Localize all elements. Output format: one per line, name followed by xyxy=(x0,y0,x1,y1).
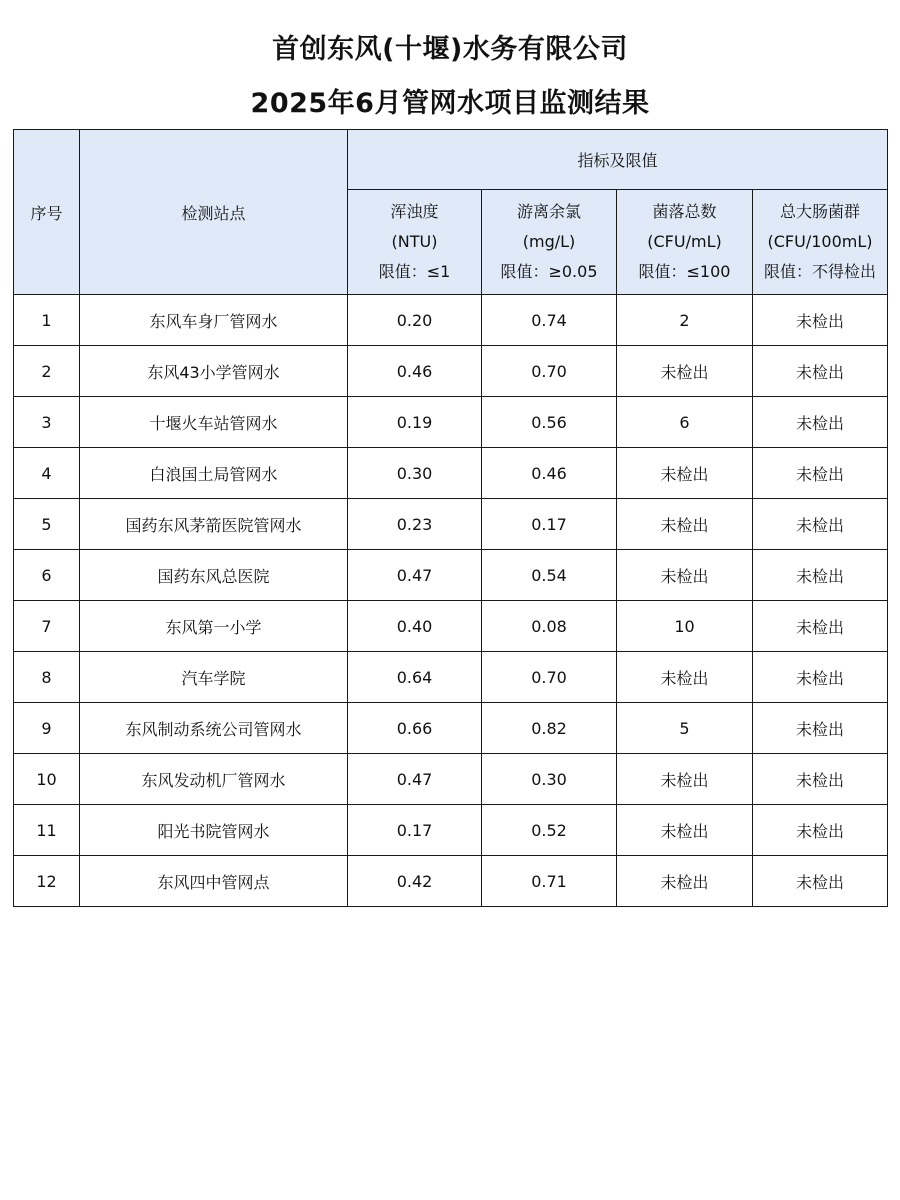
cell-coliform: 未检出 xyxy=(753,652,888,703)
cell-coliform: 未检出 xyxy=(753,601,888,652)
cell-coliform: 未检出 xyxy=(753,295,888,346)
cell-colony: 6 xyxy=(617,397,753,448)
cell-serial: 10 xyxy=(14,754,80,805)
cell-serial: 9 xyxy=(14,703,80,754)
table-row xyxy=(14,295,888,346)
cell-serial: 5 xyxy=(14,499,80,550)
cell-turbidity: 0.19 xyxy=(348,397,482,448)
cell-station: 国药东风茅箭医院管网水 xyxy=(80,499,348,550)
cell-coliform: 未检出 xyxy=(753,499,888,550)
cell-colony: 未检出 xyxy=(617,499,753,550)
cell-colony: 10 xyxy=(617,601,753,652)
table-row xyxy=(14,703,888,754)
header-chlorine xyxy=(482,190,617,295)
column-unit: (NTU) xyxy=(391,232,438,251)
cell-station: 东风发动机厂管网水 xyxy=(80,754,348,805)
table-row xyxy=(14,499,888,550)
cell-serial: 6 xyxy=(14,550,80,601)
column-limit: 限值：不得检出 xyxy=(764,262,877,281)
cell-serial: 7 xyxy=(14,601,80,652)
table-row xyxy=(14,448,888,499)
cell-station: 东风43小学管网水 xyxy=(80,346,348,397)
cell-station: 东风车身厂管网水 xyxy=(80,295,348,346)
cell-serial: 3 xyxy=(14,397,80,448)
cell-station: 东风四中管网点 xyxy=(80,856,348,907)
cell-serial: 4 xyxy=(14,448,80,499)
header-serial: 序号 xyxy=(14,130,80,295)
header-indicators-group: 指标及限值 xyxy=(348,130,888,190)
header-turbidity xyxy=(348,190,482,295)
cell-serial: 12 xyxy=(14,856,80,907)
cell-coliform: 未检出 xyxy=(753,550,888,601)
cell-colony: 未检出 xyxy=(617,448,753,499)
cell-serial: 11 xyxy=(14,805,80,856)
cell-serial: 8 xyxy=(14,652,80,703)
cell-turbidity: 0.17 xyxy=(348,805,482,856)
table-row xyxy=(14,601,888,652)
cell-station: 东风制动系统公司管网水 xyxy=(80,703,348,754)
page-subtitle: 2025年6月管网水项目监测结果 xyxy=(250,88,650,119)
cell-station: 阳光书院管网水 xyxy=(80,805,348,856)
cell-turbidity: 0.64 xyxy=(348,652,482,703)
cell-colony: 2 xyxy=(617,295,753,346)
cell-turbidity: 0.47 xyxy=(348,754,482,805)
results-table xyxy=(13,129,888,907)
cell-turbidity: 0.47 xyxy=(348,550,482,601)
cell-station: 国药东风总医院 xyxy=(80,550,348,601)
cell-colony: 未检出 xyxy=(617,652,753,703)
cell-coliform: 未检出 xyxy=(753,754,888,805)
cell-chlorine: 0.82 xyxy=(482,703,617,754)
cell-coliform: 未检出 xyxy=(753,448,888,499)
table-row xyxy=(14,856,888,907)
cell-turbidity: 0.46 xyxy=(348,346,482,397)
cell-chlorine: 0.17 xyxy=(482,499,617,550)
cell-colony: 未检出 xyxy=(617,805,753,856)
cell-chlorine: 0.30 xyxy=(482,754,617,805)
table-row xyxy=(14,550,888,601)
column-unit: (mg/L) xyxy=(522,232,576,251)
table-row xyxy=(14,754,888,805)
cell-colony: 未检出 xyxy=(617,754,753,805)
cell-chlorine: 0.54 xyxy=(482,550,617,601)
column-unit: (CFU/mL) xyxy=(647,232,722,251)
cell-colony: 未检出 xyxy=(617,346,753,397)
cell-turbidity: 0.40 xyxy=(348,601,482,652)
cell-coliform: 未检出 xyxy=(753,805,888,856)
header-station: 检测站点 xyxy=(80,130,348,295)
header-colony xyxy=(617,190,753,295)
cell-colony: 5 xyxy=(617,703,753,754)
cell-turbidity: 0.20 xyxy=(348,295,482,346)
cell-turbidity: 0.42 xyxy=(348,856,482,907)
cell-colony: 未检出 xyxy=(617,550,753,601)
cell-station: 十堰火车站管网水 xyxy=(80,397,348,448)
cell-coliform: 未检出 xyxy=(753,703,888,754)
header-coliform xyxy=(753,190,888,295)
table-row xyxy=(14,805,888,856)
cell-turbidity: 0.30 xyxy=(348,448,482,499)
page-title: 首创东风(十堰)水务有限公司 xyxy=(272,34,628,65)
cell-chlorine: 0.70 xyxy=(482,652,617,703)
column-limit: 限值：≥0.05 xyxy=(500,262,598,281)
column-limit: 限值：≤1 xyxy=(378,262,451,281)
column-name: 菌落总数 xyxy=(652,202,717,221)
cell-colony: 未检出 xyxy=(617,856,753,907)
cell-chlorine: 0.08 xyxy=(482,601,617,652)
column-name: 浑浊度 xyxy=(390,202,439,221)
column-limit: 限值：≤100 xyxy=(638,262,731,281)
cell-chlorine: 0.52 xyxy=(482,805,617,856)
cell-station: 白浪国土局管网水 xyxy=(80,448,348,499)
table-row xyxy=(14,652,888,703)
cell-coliform: 未检出 xyxy=(753,856,888,907)
cell-turbidity: 0.23 xyxy=(348,499,482,550)
cell-coliform: 未检出 xyxy=(753,346,888,397)
cell-station: 东风第一小学 xyxy=(80,601,348,652)
cell-coliform: 未检出 xyxy=(753,397,888,448)
table-row xyxy=(14,397,888,448)
cell-turbidity: 0.66 xyxy=(348,703,482,754)
cell-chlorine: 0.46 xyxy=(482,448,617,499)
cell-chlorine: 0.56 xyxy=(482,397,617,448)
column-unit: (CFU/100mL) xyxy=(767,232,873,251)
cell-serial: 2 xyxy=(14,346,80,397)
cell-serial: 1 xyxy=(14,295,80,346)
cell-chlorine: 0.71 xyxy=(482,856,617,907)
cell-station: 汽车学院 xyxy=(80,652,348,703)
column-name: 游离余氯 xyxy=(516,202,581,221)
cell-chlorine: 0.70 xyxy=(482,346,617,397)
table-row xyxy=(14,346,888,397)
column-name: 总大肠菌群 xyxy=(780,202,861,221)
cell-chlorine: 0.74 xyxy=(482,295,617,346)
